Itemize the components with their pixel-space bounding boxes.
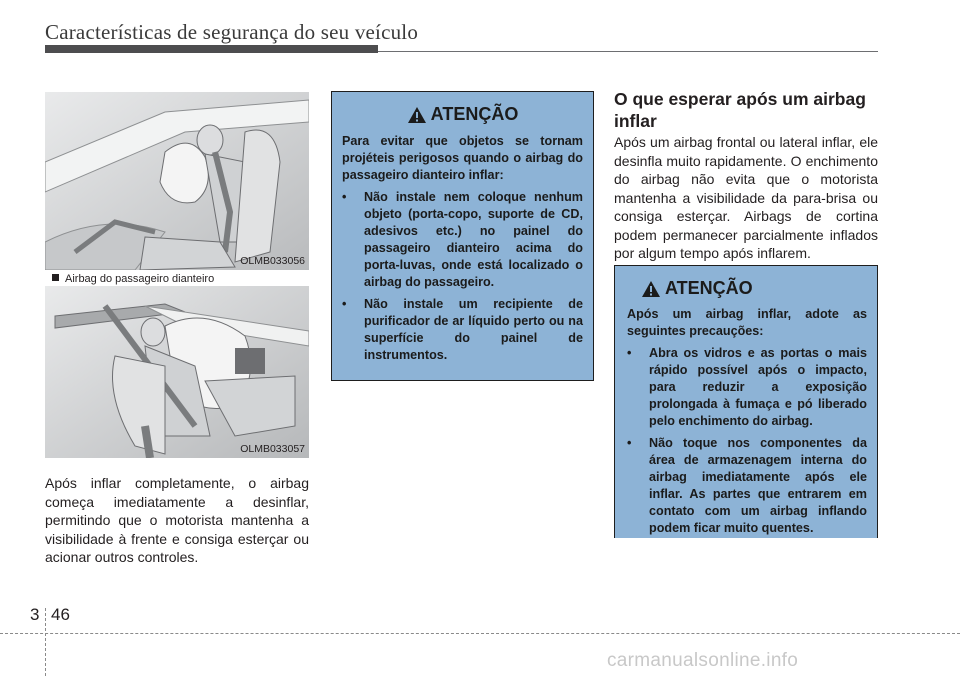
warning-list: [627, 345, 867, 537]
header-bar: [45, 45, 378, 53]
figure-code: OLMB033056: [240, 255, 305, 267]
warning-item: • Abra os vidros e as portas o mais rápido possível após o impacto, para reduzir a exposição prolongada à fumaça e pó liberado pelo enchimento do airbag.: [627, 345, 867, 430]
figure-driver-airbag: [45, 92, 309, 270]
figure-caption-passenger: Airbag do passageiro dianteiro: [52, 273, 214, 285]
warning-item: • Não toque nos componentes da área de armazenagem interna do airbag imediatamente após ele inflar. As partes que entrarem em contato com um airbag inflando podem ficar muito quentes.: [627, 435, 867, 537]
warning-list: [342, 189, 583, 364]
warning-intro: Para evitar que objetos se tornam projéteis perigosos quando o airbag do passageiro dianteiro inflar:: [342, 134, 583, 182]
footer-dashed-divider: [45, 608, 46, 676]
section-title: O que esperar após um airbag inflar: [614, 89, 866, 131]
driver-airbag-illustration: [45, 92, 309, 270]
warning-intro: Após um airbag inflar, adote as seguintes precauções:: [627, 307, 867, 338]
page-header-title: Características de segurança do seu veículo: [45, 20, 419, 44]
figure-passenger-airbag: [45, 286, 309, 458]
warning-header: ATENÇÃO: [627, 278, 867, 299]
warning-triangle-icon: [407, 106, 427, 124]
warning-item: • Não instale um recipiente de purificador de ar líquido perto ou na superfície do painel de instrumentos.: [342, 296, 583, 364]
header-rule: [378, 51, 878, 52]
figure-code: OLMB033057: [240, 443, 305, 455]
passenger-airbag-illustration: [45, 286, 309, 458]
section-paragraph: Após um airbag frontal ou lateral inflar, ele desinfla muito rapidamente. O enchimento do airbag não evita que o motorista mantenha a visibilidade da para-brisa ou consiga esterçar. Airbags de cortina podem permanecer parcialmente inflados por algum tempo após inflarem.: [614, 134, 878, 261]
warning-triangle-icon: [641, 280, 661, 298]
watermark: carmanualsonline.info: [607, 650, 799, 671]
left-body-paragraph: Após inflar completamente, o airbag começa imediatamente a desinflar, permitindo que o motorista mantenha a visibilidade à frente e consiga esterçar ou acionar outros controles.: [45, 475, 309, 565]
bullet-square-icon: [52, 274, 59, 281]
warning-box-precautions: [614, 265, 878, 538]
warning-item: • Não instale nem coloque nenhum objeto (porta-copo, suporte de CD, adesivos etc.) no painel do passageiro dianteiro acima do porta-luvas, onde está localizado o airbag do passageiro.: [342, 189, 583, 291]
footer-dashed-rule: [0, 633, 960, 634]
chapter-number: 3: [30, 605, 40, 624]
warning-header: ATENÇÃO: [342, 104, 583, 125]
page-number: 46: [51, 605, 70, 624]
warning-box-objects: [331, 91, 594, 381]
